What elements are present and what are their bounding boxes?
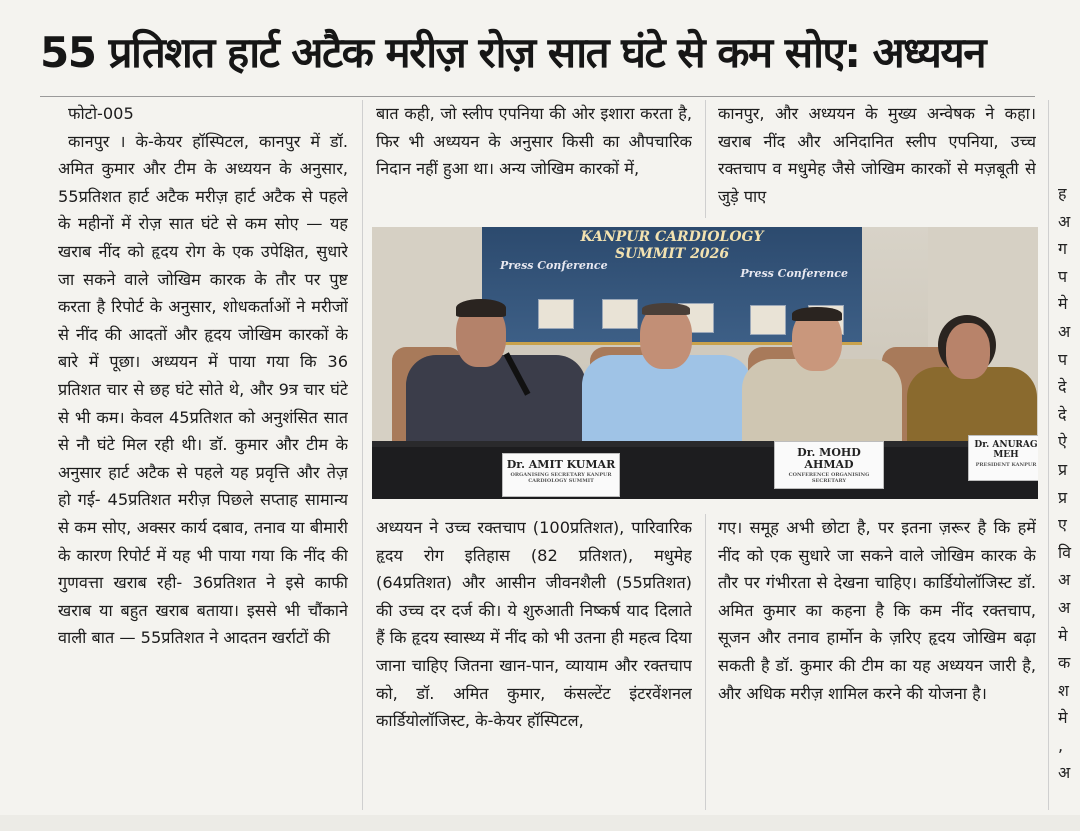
speaker-torso bbox=[406, 355, 586, 455]
photo-credit: फोटो-005 bbox=[68, 104, 134, 123]
article-column-2-bottom bbox=[376, 514, 692, 810]
fragment-line: अ bbox=[1058, 570, 1071, 590]
banner-speaker-card bbox=[538, 299, 574, 329]
fragment-line: ए bbox=[1058, 515, 1067, 535]
page-bottom-edge bbox=[0, 815, 1080, 831]
article-column-3-bottom bbox=[718, 514, 1036, 810]
fragment-line: अ bbox=[1058, 763, 1071, 783]
fragment-line: मे bbox=[1058, 294, 1068, 314]
fragment-line: वि bbox=[1058, 542, 1072, 562]
article-column-3-top bbox=[718, 100, 1036, 218]
fragment-line: श bbox=[1058, 680, 1069, 700]
banner-title-line-2: SUMMIT 2026 bbox=[614, 246, 730, 262]
article-column-1 bbox=[58, 100, 348, 810]
article-paragraph-2a: बात कही, जो स्लीप एपनिया की ओर इशारा करता है, फिर भी अध्ययन के अनुसार किसी का औपचारिक निदान नहीं हुआ था। अन्य जोखिम कारकों में, bbox=[376, 104, 692, 179]
column-divider-3 bbox=[1048, 100, 1049, 810]
article-paragraph-1: कानपुर । के-केयर हॉस्पिटल, कानपुर में डॉ. अमित कुमार और टीम के अध्ययन के अनुसार, 55प्रतिशत हार्ट अटैक मरीज़ हार्ट अटैक से पहले के महीनों में रोज़ सात घंटे से कम सोए — यह खराब नींद को हृदय रोग के एक उपेक्षित, सुधारे जा सकने वाले जोखिम कारक के तौर पर पुष्ट करता है रिपोर्ट के अनुसार, शोधकर्ताओं ने मरीजों से नींद की आदतों और हृदय जोखिम कारकों के बारे में पूछा। अध्ययन में पाया गया कि 36 प्रतिशत चार से छह घंटे सोते थे, और 9त्र चार घंटे से भी कम। केवल 45प्रतिशत को अनुशंसित सात से नौ घंटे मिल रही थी। डॉ. कुमार और टीम के अनुसार हार्ट अटैक से पहले यह प्रवृत्ति और तेज़ हो गई- 45प्रतिशत मरीज़ पिछले सप्ताह सामान्य से कम सोए, अक्सर कार्य दबाव, तनाव या बीमारी के कारण रिपोर्ट में यह भी पाया गया कि नींद की गुणवत्ता खराब रही- 36प्रतिशत ने इसे काफी खराब या बहुत खराब बताया। इससे भी चौंकाने वाली बात — 55प्रतिशत ने आदतन खर्राटों की bbox=[58, 131, 348, 648]
conference-table bbox=[372, 447, 1038, 499]
fragment-line: अ bbox=[1058, 321, 1071, 341]
column-divider-2-top bbox=[705, 100, 706, 218]
headline-rule bbox=[40, 96, 1035, 97]
banner-title bbox=[482, 229, 862, 263]
fragment-line: ऐ bbox=[1058, 432, 1067, 452]
column-divider-2-bottom bbox=[705, 514, 706, 810]
article-column-4-fragment bbox=[1058, 180, 1080, 810]
banner-press-conference-left: Press Conference bbox=[500, 259, 608, 272]
panelist-hair bbox=[642, 303, 690, 315]
fragment-line: प्र bbox=[1058, 487, 1068, 507]
fragment-line: अ bbox=[1058, 211, 1071, 231]
column-divider-1 bbox=[362, 100, 363, 810]
headline: 55 प्रतिशत हार्ट अटैक मरीज़ रोज़ सात घंटे से कम सोए: अध्ययन bbox=[40, 28, 986, 77]
banner-title-line-1: KANPUR CARDIOLOGY bbox=[580, 229, 764, 245]
placard-subtitle: CONFERENCE ORGANISING SECRETARY bbox=[788, 472, 870, 484]
name-placard bbox=[502, 453, 620, 497]
speaker-hair bbox=[456, 299, 506, 317]
article-paragraph-3b: गए। समूह अभी छोटा है, पर इतना ज़रूर है कि हमें नींद को एक सुधारे जा सकने वाले जोखिम कारक के तौर पर गंभीरता से देखना चाहिए। कार्डियोलॉजिस्ट डॉ. अमित कुमार का कहना है कि कम नींद रक्तचाप, सूजन और तनाव हार्मोन के ज़रिए हृदय जोखिम बढ़ा सकती है डॉ. कुमार की टीम का यह अध्ययन जारी है, और अधिक मरीज़ शामिल करने की योजना है। bbox=[718, 518, 1036, 703]
placard-name: Dr. AMIT KUMAR bbox=[506, 458, 616, 471]
fragment-line: दे bbox=[1058, 404, 1067, 424]
name-placard bbox=[774, 441, 884, 489]
article-paragraph-3a: कानपुर, और अध्ययन के मुख्य अन्वेषक ने कहा। खराब नींद और अनिदानित स्लीप एपनिया, उच्च रक्तचाप व मधुमेह जैसे जोखिम कारकों से मज़बूती से जुड़े पाए bbox=[718, 104, 1036, 206]
panelist-hair bbox=[792, 307, 842, 321]
name-placard bbox=[968, 435, 1038, 481]
fragment-line: ग bbox=[1058, 239, 1068, 259]
fragment-line: प bbox=[1058, 266, 1068, 286]
banner-speaker-card bbox=[602, 299, 638, 329]
placard-subtitle: PRESIDENT KANPUR bbox=[975, 461, 1037, 468]
fragment-line: , bbox=[1058, 735, 1064, 755]
banner-speaker-card bbox=[750, 305, 786, 335]
panelist-head bbox=[946, 323, 990, 379]
fragment-line: क bbox=[1058, 653, 1071, 673]
fragment-line: प्र bbox=[1058, 459, 1068, 479]
fragment-line: मे bbox=[1058, 625, 1068, 645]
fragment-line: ह bbox=[1058, 184, 1067, 203]
article-paragraph-2b: अध्ययन ने उच्च रक्तचाप (100प्रतिशत), पारिवारिक हृदय रोग इतिहास (82 प्रतिशत), मधुमेह (64प्रतिशत) और आसीन जीवनशैली (55प्रतिशत) की उच्च दर दर्ज की। ये शुरुआती निष्कर्ष याद दिलाते हैं कि हृदय स्वास्थ्य में नींद को भी उतना ही महत्व दिया जाना चाहिए जितना खान-पान, व्यायाम और रक्तचाप को, डॉ. अमित कुमार, कंसल्टेंट इंटरवेंशनल कार्डियोलॉजिस्ट, के-केयर हॉस्पिटल, bbox=[376, 518, 692, 731]
fragment-line: दे bbox=[1058, 377, 1067, 397]
fragment-line: प bbox=[1058, 349, 1068, 369]
press-conference-photo bbox=[372, 227, 1038, 499]
placard-subtitle: ORGANISING SECRETARY KANPUR CARDIOLOGY SUMMIT bbox=[510, 472, 612, 484]
fragment-line: अ bbox=[1058, 597, 1071, 617]
article-column-2-top bbox=[376, 100, 692, 218]
fragment-line: मे bbox=[1058, 708, 1068, 728]
placard-name: Dr. MOHD AHMAD bbox=[797, 446, 861, 472]
panelist-torso bbox=[582, 355, 752, 455]
placard-name: Dr. ANURAG MEH bbox=[974, 440, 1038, 460]
banner-press-conference-right: Press Conference bbox=[740, 267, 848, 280]
